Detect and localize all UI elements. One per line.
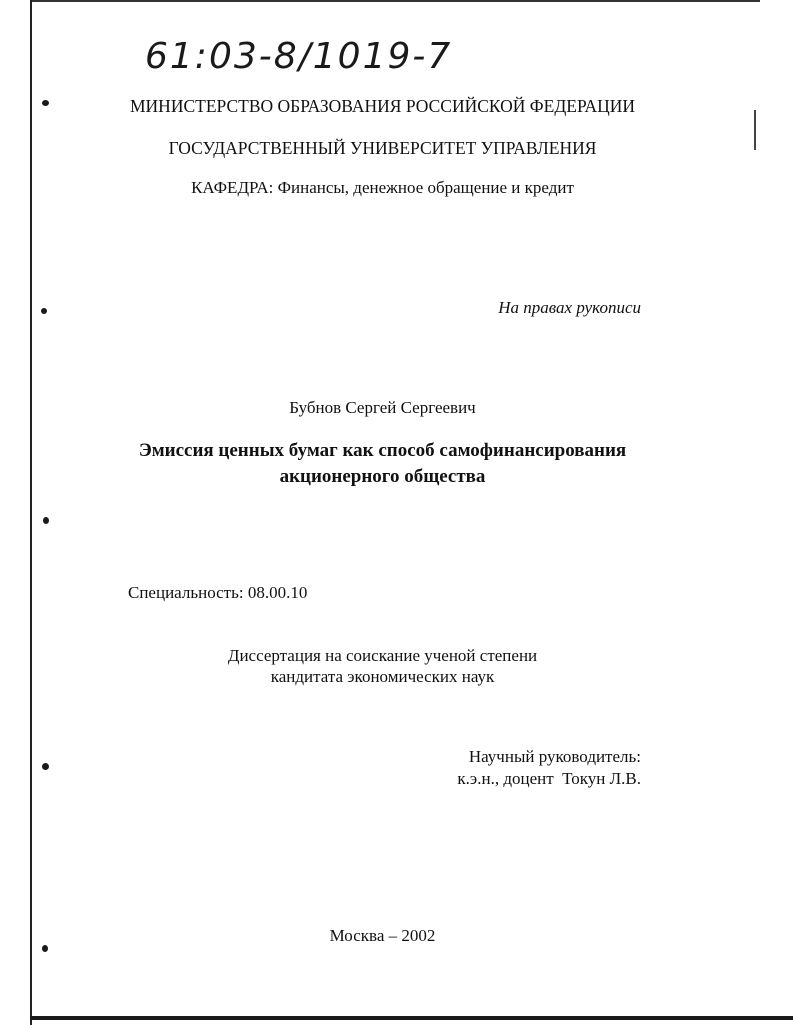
supervisor-label: Научный руководитель: [468, 747, 641, 766]
supervisor-block [457, 746, 641, 790]
degree-line-2: кандитата экономических наук [270, 667, 495, 686]
specialty-code: Специальность: 08.00.10 [128, 583, 308, 602]
title-line-2: акционерного общества [279, 466, 486, 487]
city-year: Москва – 2002 [329, 926, 436, 945]
degree-statement [0, 645, 765, 687]
supervisor-name: к.э.н., доцент Токун Л.В. [457, 769, 641, 788]
degree-line-1: Диссертация на соискание ученой степени [227, 646, 538, 665]
author-name: Бубнов Сергей Сергеевич [289, 398, 476, 417]
title-line-1: Эмиссия ценных бумаг как способ самофинансирования [138, 440, 627, 461]
scan-speck [43, 517, 49, 524]
scan-bottom-edge [30, 1016, 793, 1020]
university-heading: ГОСУДАРСТВЕННЫЙ УНИВЕРСИТЕТ УПРАВЛЕНИЯ [168, 138, 597, 158]
scan-top-edge [30, 0, 760, 2]
scan-speck [42, 945, 48, 952]
dissertation-title [0, 438, 765, 490]
department-heading: КАФЕДРА: Финансы, денежное обращение и кредит [191, 178, 574, 197]
scan-speck [41, 308, 47, 314]
manuscript-note: На правах рукописи [498, 298, 641, 317]
ministry-heading: МИНИСТЕРСТВО ОБРАЗОВАНИЯ РОССИЙСКОЙ ФЕДЕРАЦИИ [129, 96, 635, 116]
handwritten-archive-code: 61:03-8/1019-7 [145, 36, 453, 77]
scan-speck [42, 763, 49, 770]
